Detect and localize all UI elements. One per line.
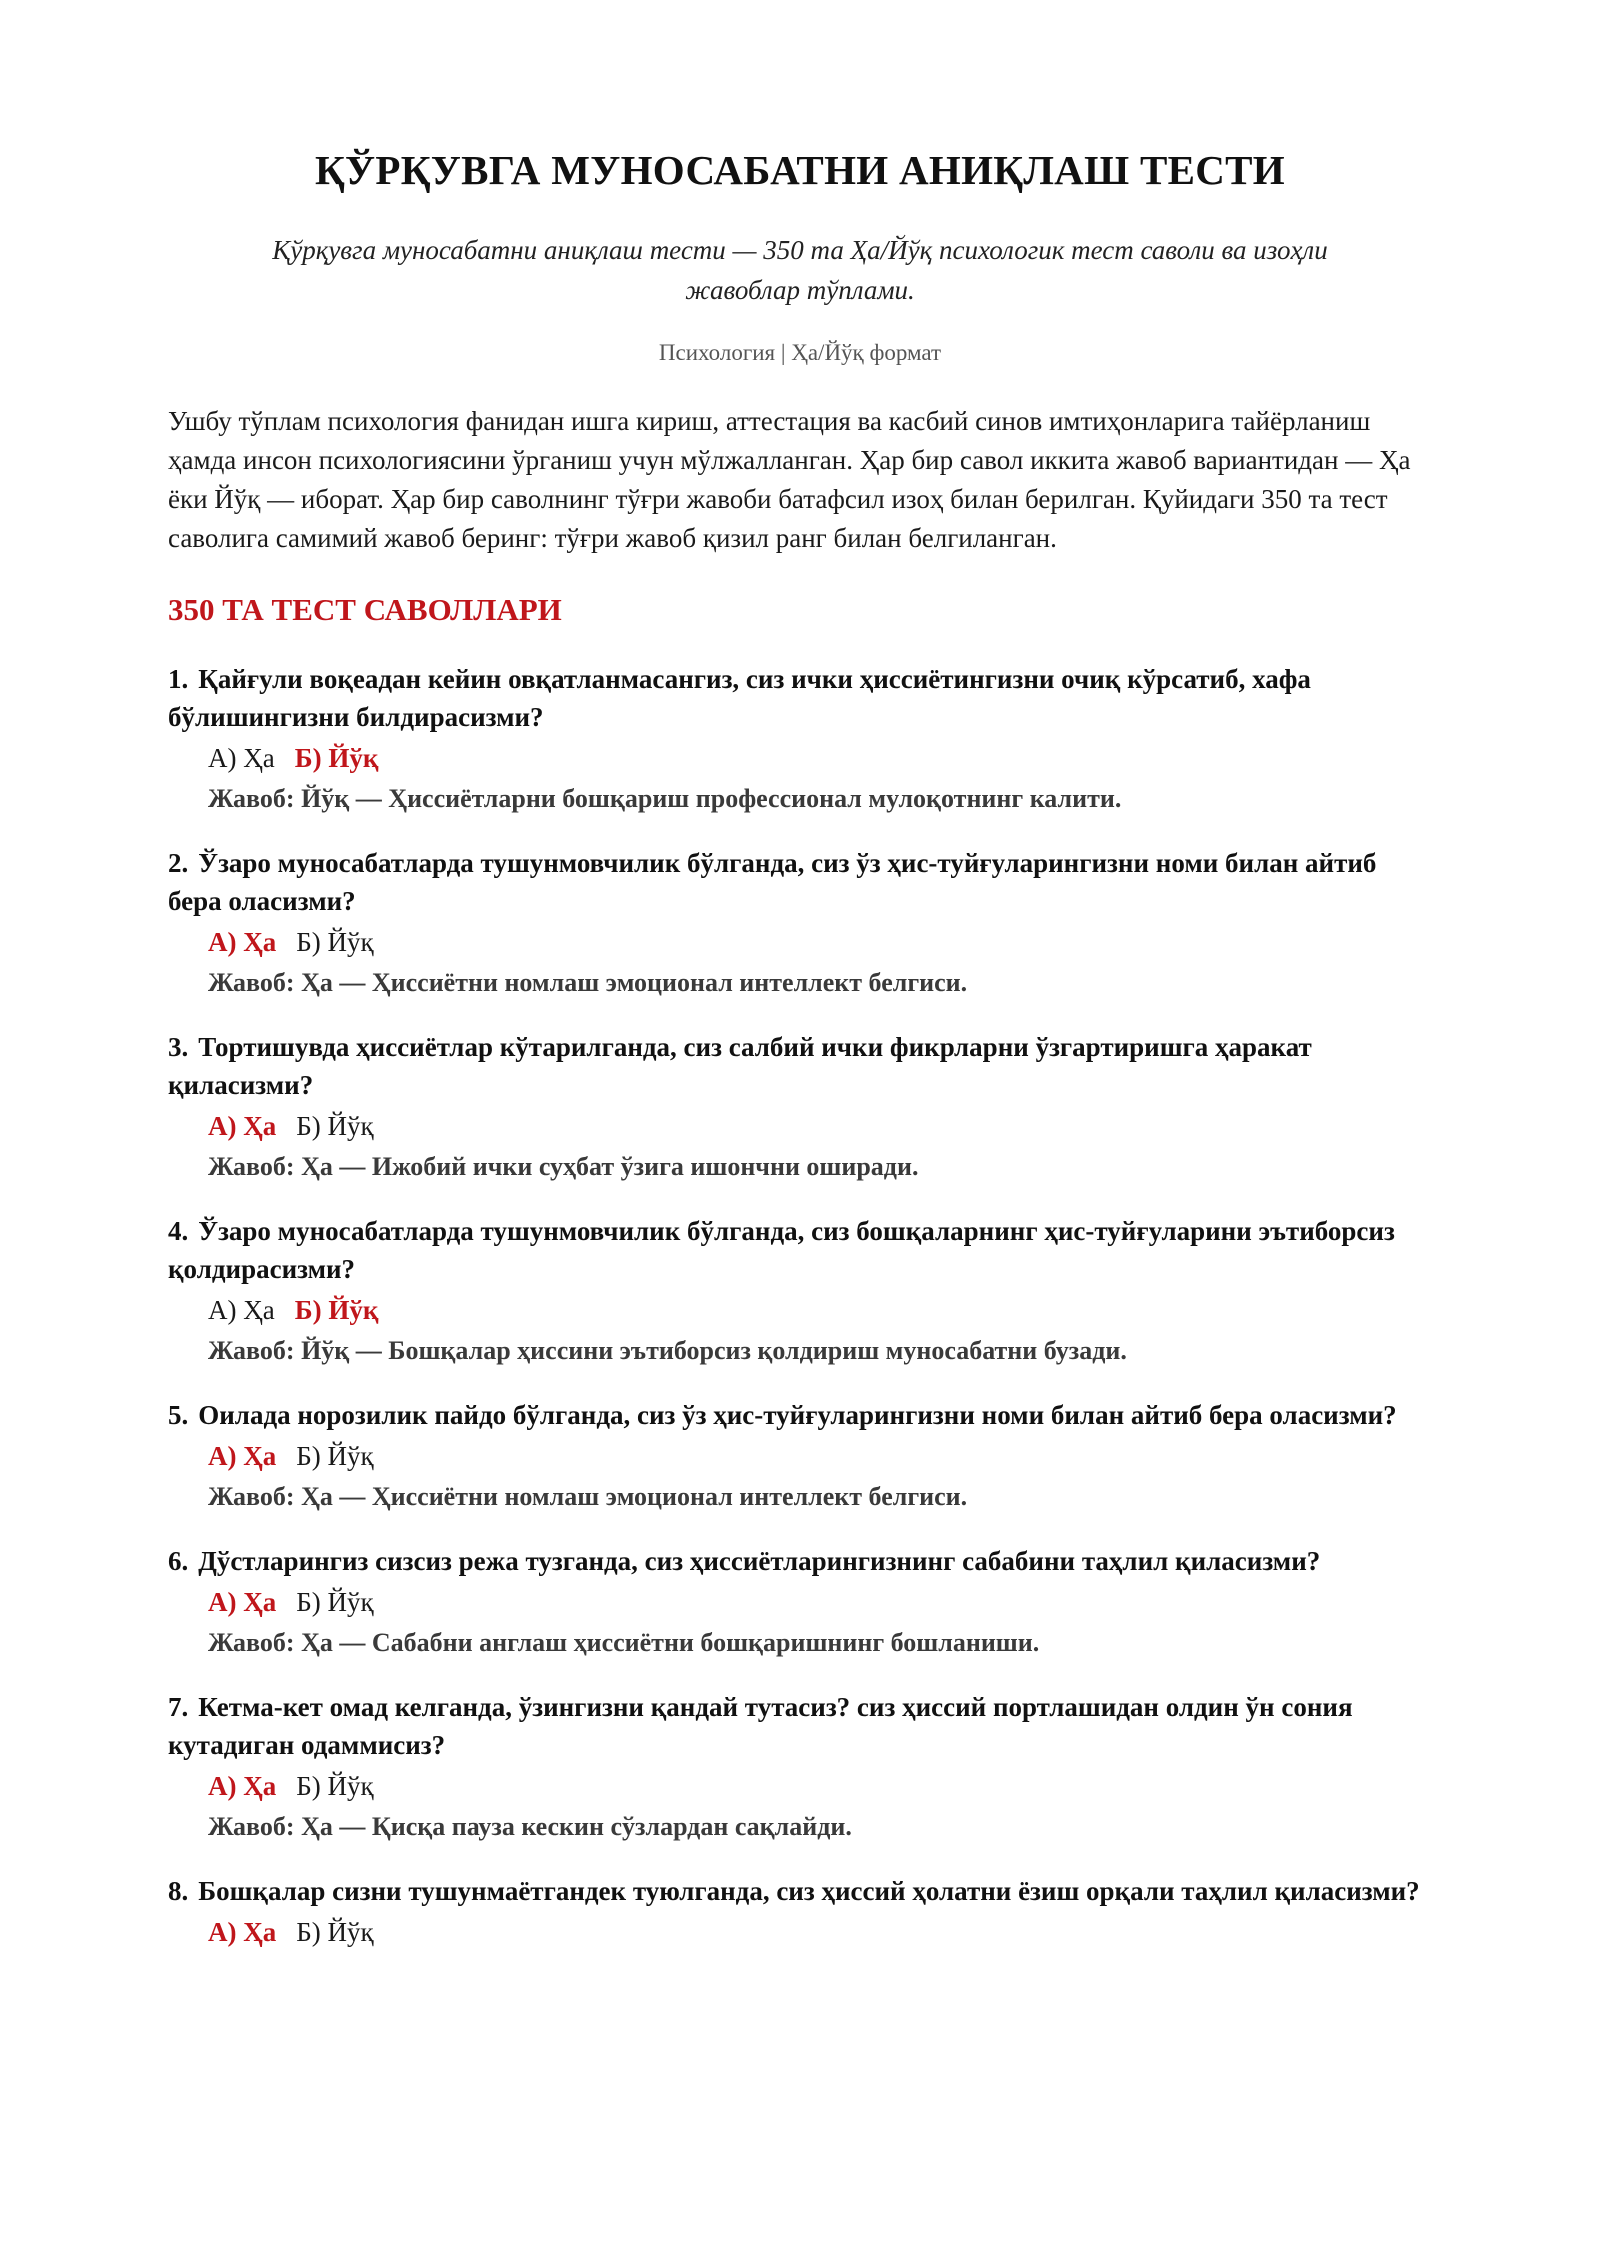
option-b: Б) Йўқ: [296, 1771, 374, 1801]
question-item: [168, 844, 1432, 1004]
question-text: Қайғули воқеадан кейин овқатланмасангиз, сиз ички ҳиссиётингизни очиқ кўрсатиб, хафа бўлишингизни билдирасизми?: [168, 664, 1311, 732]
question-text: Дўстларингиз сизсиз режа тузганда, сиз ҳиссиётларингизнинг сабабини таҳлил қиласизми?: [198, 1546, 1321, 1576]
question-text: Ўзаро муносабатларда тушунмовчилик бўлганда, сиз ўз ҳис-туйғуларингизни номи билан айтиб бера оласизми?: [168, 848, 1377, 916]
question-item: [168, 660, 1432, 820]
option-b: Б) Йўқ: [296, 1441, 374, 1471]
question-number: 7.: [168, 1692, 189, 1722]
question-number: 8.: [168, 1876, 189, 1906]
question-number: 2.: [168, 848, 189, 878]
answer-explanation: Жавоб: Йўқ — Бошқалар ҳиссини эътиборсиз қолдириш муносабатни бузади.: [208, 1336, 1127, 1365]
answer-options: [168, 922, 1432, 962]
question-text-block: [168, 1688, 1432, 1764]
question-text-block: [168, 844, 1432, 920]
question-text: Кетма-кет омад келганда, ўзингизни қандай тутасиз? сиз ҳиссий портлашидан олдин ўн сония кутадиган одаммисиз?: [168, 1692, 1353, 1760]
option-a: А) Ҳа: [208, 1917, 277, 1947]
answer-options: [168, 1106, 1432, 1146]
answer-explanation: Жавоб: Ҳа — Ҳиссиётни номлаш эмоционал интеллект белгиси.: [208, 968, 968, 997]
answer-explanation: Жавоб: Ҳа — Ижобий ички суҳбат ўзига ишончни оширади.: [208, 1152, 919, 1181]
question-text-block: [168, 1542, 1432, 1580]
question-text-block: [168, 1396, 1432, 1434]
question-number: 4.: [168, 1216, 189, 1246]
option-b: Б) Йўқ: [296, 1587, 374, 1617]
question-number: 1.: [168, 664, 189, 694]
question-item: [168, 1396, 1432, 1518]
answer-options: [168, 1290, 1432, 1330]
answer-options: [168, 1582, 1432, 1622]
question-item: [168, 1688, 1432, 1848]
question-text: Оилада норозилик пайдо бўлганда, сиз ўз ҳис-туйғуларингизни номи билан айтиб бера оласизми?: [198, 1400, 1397, 1430]
page-title: ҚЎРҚУВГА МУНОСАБАТНИ АНИҚЛАШ ТЕСТИ: [315, 147, 1285, 193]
answer-options: [168, 1436, 1432, 1476]
option-b: Б) Йўқ: [296, 1111, 374, 1141]
option-a: А) Ҳа: [208, 1771, 277, 1801]
question-text-block: [168, 660, 1432, 736]
option-a: А) Ҳа: [208, 1587, 277, 1617]
answer-options: [168, 1766, 1432, 1806]
question-item: [168, 1028, 1432, 1188]
answer-explanation: Жавоб: Ҳа — Сабабни англаш ҳиссиётни бошқаришнинг бошланиши.: [208, 1628, 1040, 1657]
question-text-block: [168, 1212, 1432, 1288]
answer-explanation: Жавоб: Ҳа — Ҳиссиётни номлаш эмоционал интеллект белгиси.: [208, 1482, 968, 1511]
question-number: 3.: [168, 1032, 189, 1062]
option-b: Б) Йўқ: [296, 927, 374, 957]
option-a: А) Ҳа: [208, 743, 275, 773]
page-meta: Психология | Ҳа/Йўқ формат: [658, 340, 942, 365]
answer-explanation: Жавоб: Йўқ — Ҳиссиётларни бошқариш профессионал мулоқотнинг калити.: [208, 784, 1122, 813]
option-a: А) Ҳа: [208, 1295, 275, 1325]
question-text-block: [168, 1028, 1432, 1104]
question-number: 5.: [168, 1400, 189, 1430]
option-a: А) Ҳа: [208, 1111, 277, 1141]
option-b: Б) Йўқ: [294, 743, 379, 773]
page-subtitle: Қўрқувга муносабатни аниқлаш тести — 350 та Ҳа/Йўқ психологик тест саволи ва изоҳли жавоблар тўплами.: [272, 235, 1328, 305]
answer-options: [168, 738, 1432, 778]
answer-explanation: Жавоб: Ҳа — Қисқа пауза кескин сўзлардан сақлайди.: [208, 1812, 852, 1841]
option-b: Б) Йўқ: [296, 1917, 374, 1947]
option-a: А) Ҳа: [208, 1441, 277, 1471]
option-a: А) Ҳа: [208, 927, 277, 957]
question-text-block: [168, 1872, 1432, 1910]
section-heading: 350 ТА ТЕСТ САВОЛЛАРИ: [168, 592, 562, 627]
question-text: Тортишувда ҳиссиётлар кўтарилганда, сиз салбий ички фикрларни ўзгартиришга ҳаракат қиласизми?: [168, 1032, 1312, 1100]
intro-paragraph: Ушбу тўплам психология фанидан ишга кириш, аттестация ва касбий синов имтиҳонларига тайёрланиш ҳамда инсон психологиясини ўрганиш учун мўлжалланган. Ҳар бир савол иккита жавоб вариантидан — Ҳа ёки Йўқ — иборат. Ҳар бир саволнинг тўғри жавоби батафсил изоҳ билан берилган. Қуйидаги 350 та тест саволига самимий жавоб беринг: тўғри жавоб қизил ранг билан белгиланган.: [168, 406, 1411, 553]
question-list: [168, 660, 1432, 1952]
question-text: Ўзаро муносабатларда тушунмовчилик бўлганда, сиз бошқаларнинг ҳис-туйғуларини эътиборсиз қолдирасизми?: [168, 1216, 1395, 1284]
option-b: Б) Йўқ: [294, 1295, 379, 1325]
question-text: Бошқалар сизни тушунмаётгандек туюлганда, сиз ҳиссий ҳолатни ёзиш орқали таҳлил қиласизми?: [198, 1876, 1420, 1906]
question-item: [168, 1212, 1432, 1372]
question-number: 6.: [168, 1546, 189, 1576]
answer-options: [168, 1912, 1432, 1952]
question-item: [168, 1872, 1432, 1952]
question-item: [168, 1542, 1432, 1664]
